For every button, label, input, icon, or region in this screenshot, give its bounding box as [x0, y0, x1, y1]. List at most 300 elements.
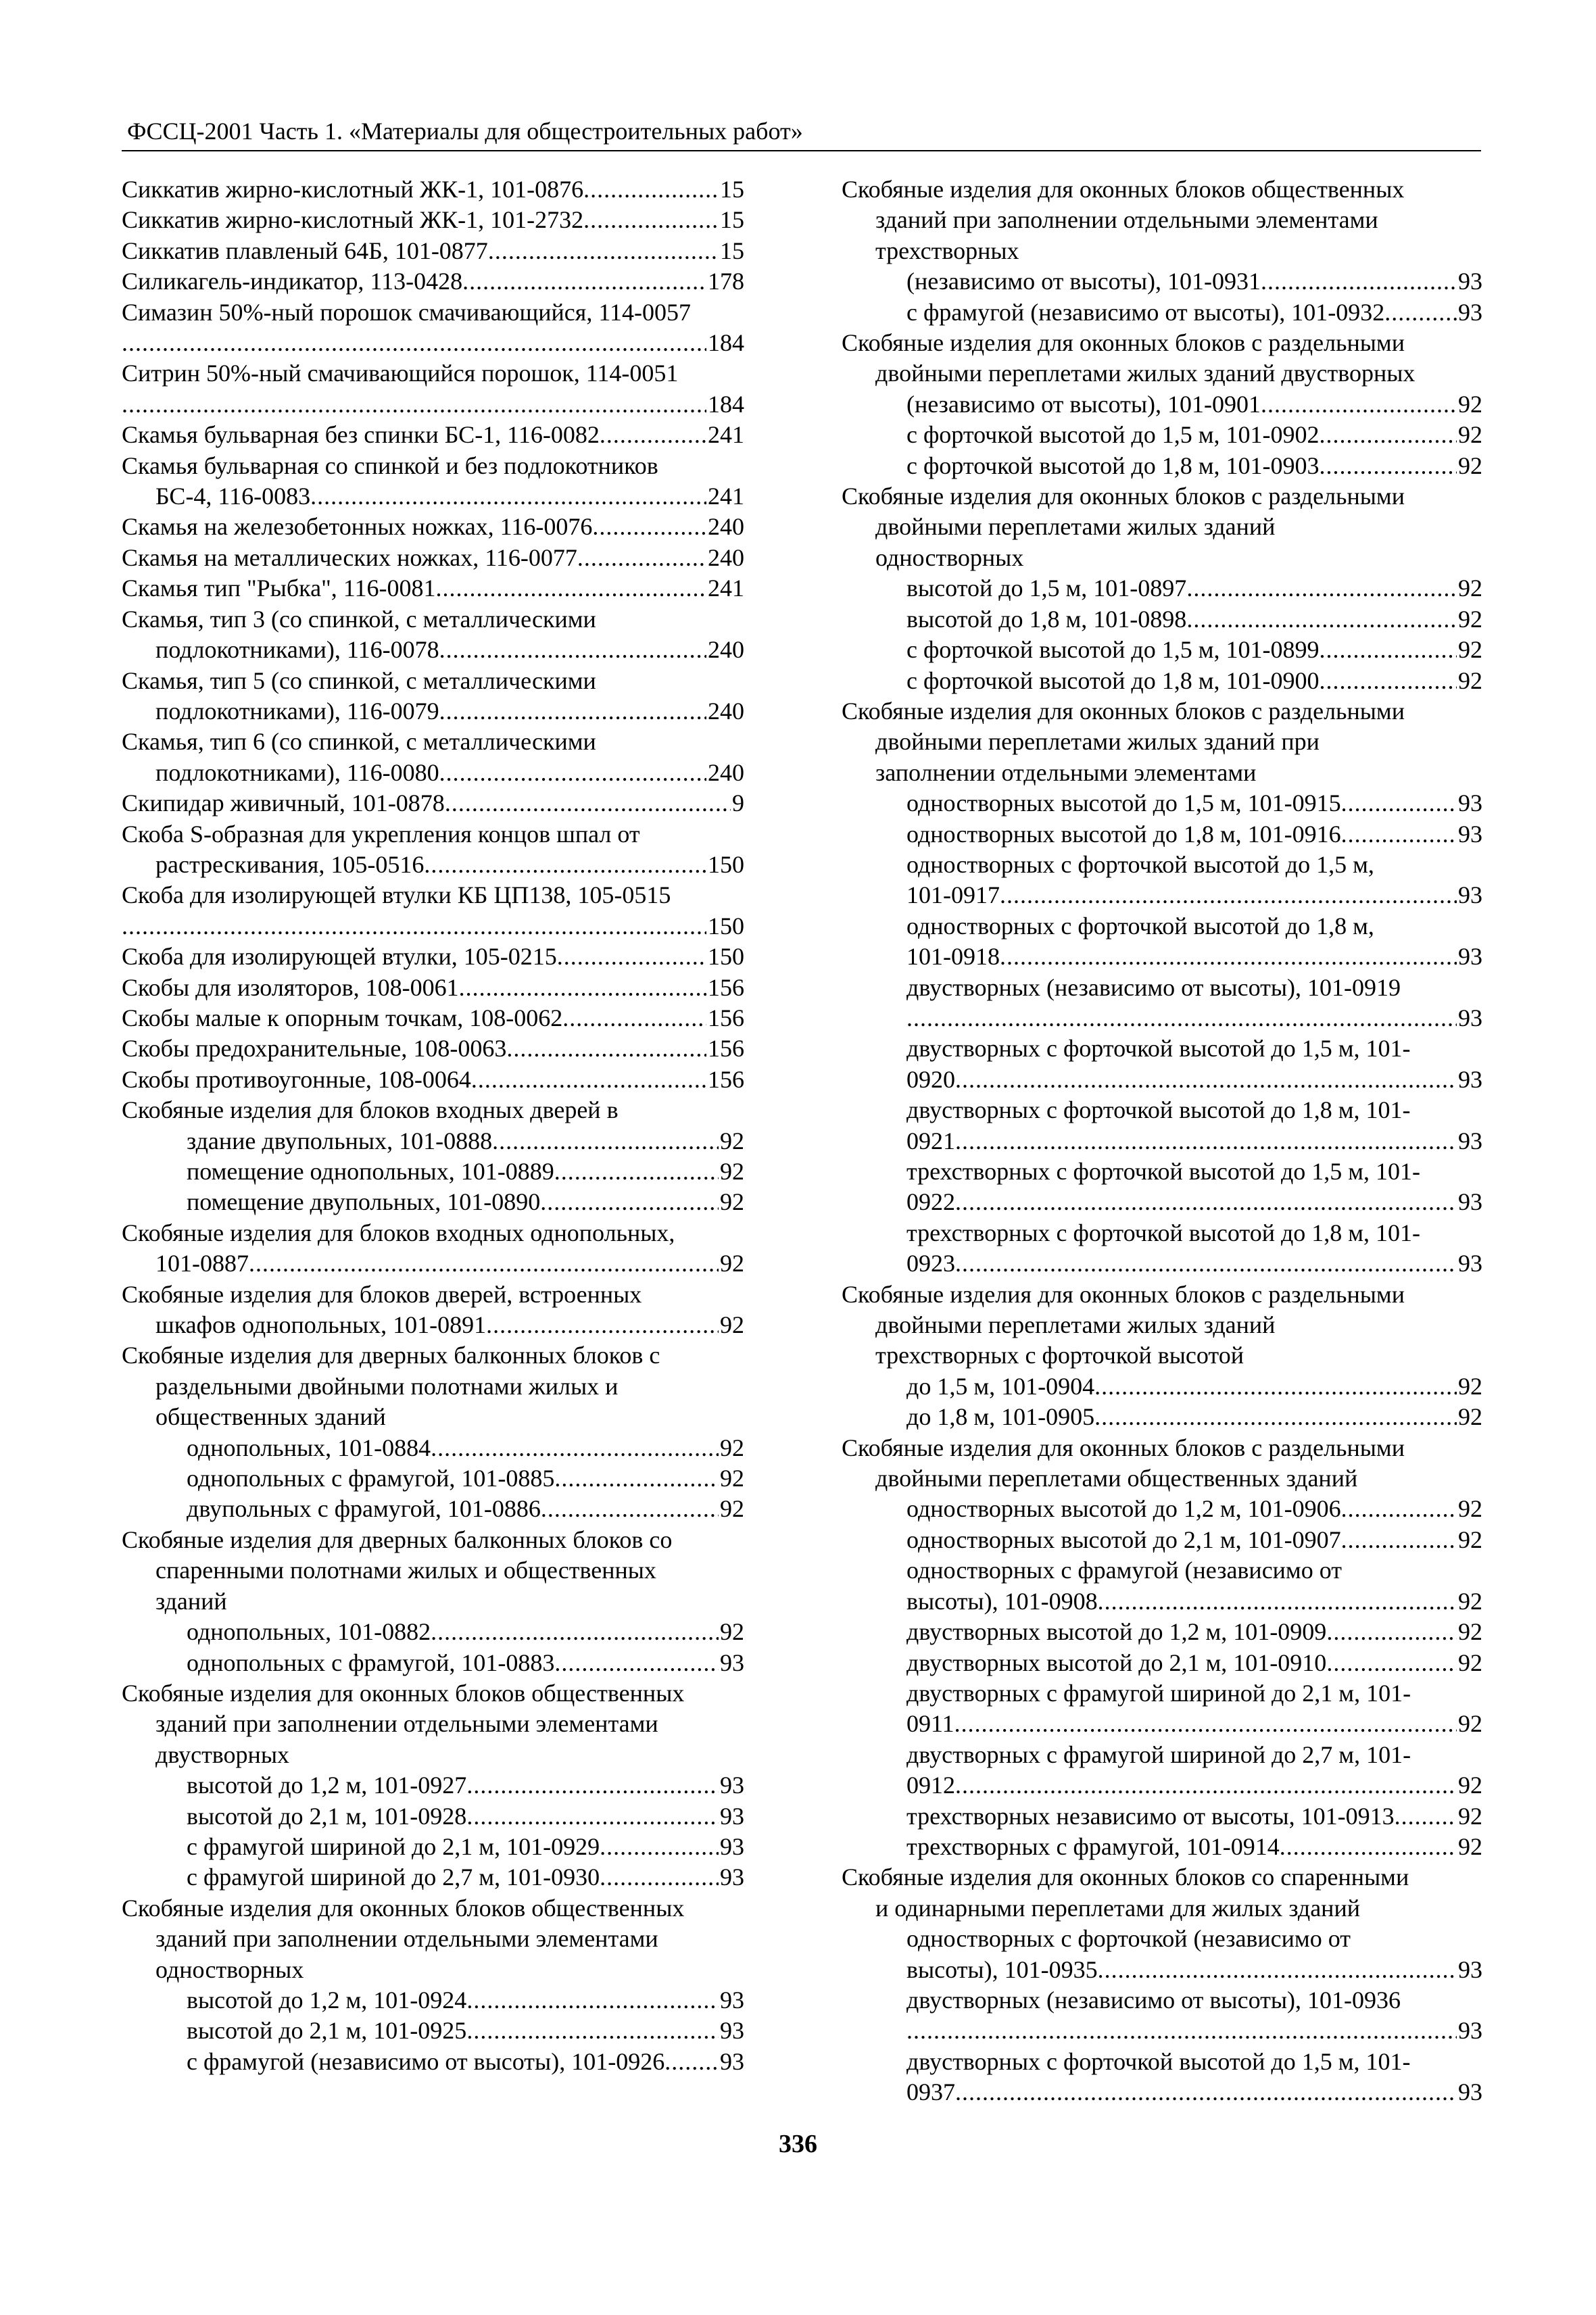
dot-leader — [471, 1065, 706, 1095]
index-entry — [122, 389, 744, 420]
page-ref: 93 — [1458, 1955, 1482, 1983]
page-ref: 92 — [720, 1127, 744, 1154]
index-entry — [122, 1310, 744, 1340]
dot-leader — [1186, 573, 1457, 604]
index-heading — [122, 1586, 744, 1617]
index-heading — [122, 358, 744, 389]
index-entry — [122, 2047, 744, 2077]
index-entry — [842, 2016, 1482, 2046]
index-entry — [842, 1003, 1482, 1033]
index-entry — [122, 236, 744, 266]
page-ref: 92 — [720, 1465, 744, 1492]
page-ref: 178 — [708, 268, 744, 295]
dot-leader — [488, 236, 719, 266]
index-heading — [842, 696, 1482, 727]
entry-text: Скоба для изолирующей втулки КБ ЦП138, 105-0515 — [122, 881, 671, 909]
entry-text: Сиккатив плавленый 64Б, 101-0877 — [122, 237, 488, 264]
page-ref: 92 — [720, 1311, 744, 1339]
index-heading — [842, 1433, 1482, 1463]
index-heading — [842, 1310, 1482, 1340]
dot-leader — [955, 1770, 1457, 1801]
page-ref: 92 — [720, 1250, 744, 1277]
index-entry — [842, 1617, 1482, 1647]
entry-text: Скоба для изолирующей втулки, 105-0215 — [122, 943, 557, 971]
index-entry — [842, 788, 1482, 819]
index-entry — [122, 328, 744, 358]
index-heading — [122, 297, 744, 328]
entry-text: высотой до 1,2 м, 101-0927 — [187, 1772, 467, 1799]
dot-leader — [954, 1709, 1457, 1739]
entry-text: 0923 — [906, 1250, 955, 1277]
dot-leader — [1094, 1402, 1457, 1432]
index-entry — [842, 1494, 1482, 1524]
index-entry — [842, 635, 1482, 665]
entry-text: раздельными двойными полотнами жилых и — [155, 1372, 619, 1400]
entry-text: Скоба S-образная для укрепления концов шпал от — [122, 820, 640, 848]
index-heading — [842, 1156, 1482, 1187]
index-entry — [122, 850, 744, 880]
page-ref: 15 — [720, 176, 744, 203]
dot-leader — [554, 1648, 719, 1678]
index-entry — [122, 696, 744, 727]
entry-text: Скамья на железобетонных ножках, 116-0076 — [122, 513, 593, 541]
index-entry — [122, 512, 744, 542]
header-rule — [122, 150, 1481, 151]
index-entry — [122, 573, 744, 604]
index-heading — [122, 1555, 744, 1586]
dot-leader — [1395, 1801, 1457, 1832]
index-entry — [122, 174, 744, 205]
page-ref: 93 — [1458, 1250, 1482, 1277]
index-entry — [842, 573, 1482, 604]
page-ref: 93 — [720, 1649, 744, 1676]
index-entry — [122, 205, 744, 235]
entry-text: высотой до 2,1 м, 101-0928 — [187, 1802, 467, 1830]
dot-leader — [1000, 942, 1457, 972]
dot-leader — [439, 635, 706, 665]
index-heading — [122, 1095, 744, 1125]
page-ref: 240 — [708, 697, 744, 725]
index-heading — [842, 850, 1482, 880]
page-ref: 93 — [1458, 943, 1482, 971]
entry-text: здание двупольных, 101-0888 — [187, 1127, 493, 1154]
page-ref: 92 — [1458, 1832, 1482, 1860]
page-ref: 184 — [708, 329, 744, 357]
page-ref: 240 — [708, 758, 744, 786]
entry-text: 101-0918 — [906, 943, 1000, 971]
page-ref: 93 — [720, 1832, 744, 1860]
index-entry — [842, 880, 1482, 910]
page-ref: 156 — [708, 1035, 744, 1063]
entry-text: высотой до 2,1 м, 101-0925 — [187, 2017, 467, 2045]
entry-text: двойными переплетами жилых зданий — [875, 1311, 1276, 1339]
entry-text: до 1,5 м, 101-0904 — [906, 1372, 1095, 1400]
entry-text: Сиккатив жирно-кислотный ЖК-1, 101-2732 — [122, 206, 584, 234]
dot-leader — [557, 942, 706, 972]
entry-text: с форточкой высотой до 1,8 м, 101-0903 — [906, 452, 1320, 479]
entry-text: трехстворных — [875, 237, 1019, 264]
index-entry — [842, 1955, 1482, 1985]
page-ref: 92 — [720, 1188, 744, 1216]
entry-text: с фрамугой (независимо от высоты), 101-0926 — [187, 2047, 665, 2075]
entry-text: Силикагель-индикатор, 113-0428 — [122, 268, 463, 295]
entry-text: Скобяные изделия для оконных блоков общественных — [122, 1679, 685, 1707]
index-entry — [842, 1709, 1482, 1739]
dot-leader — [1098, 1955, 1457, 1985]
page-ref: 92 — [1458, 390, 1482, 418]
dot-leader — [955, 1187, 1457, 1217]
entry-text: 0922 — [906, 1188, 955, 1216]
dot-leader — [122, 389, 706, 420]
entry-text: двойными переплетами жилых зданий — [875, 513, 1276, 541]
index-entry — [842, 942, 1482, 972]
page-ref: 92 — [720, 1495, 744, 1523]
page-ref: 92 — [720, 1434, 744, 1461]
dot-leader — [435, 573, 706, 604]
page-ref: 92 — [1458, 452, 1482, 479]
index-heading — [842, 358, 1482, 389]
index-entry — [122, 1494, 744, 1524]
page-ref: 93 — [1458, 820, 1482, 848]
index-heading — [842, 1463, 1482, 1494]
index-heading — [842, 727, 1482, 757]
entry-text: однопольных с фрамугой, 101-0883 — [187, 1649, 555, 1676]
page-ref: 156 — [708, 973, 744, 1001]
dot-leader — [459, 973, 706, 1003]
index-heading — [842, 1893, 1482, 1924]
index-heading — [842, 174, 1482, 205]
index-entry — [842, 1586, 1482, 1617]
entry-text: зданий при заполнении отдельными элементами — [155, 1925, 658, 1953]
entry-text: Скамья, тип 6 (со спинкой, с металлическими — [122, 728, 596, 756]
index-heading — [122, 1280, 744, 1310]
entry-text: 0921 — [906, 1127, 955, 1154]
entry-text: двустворных с фрамугой шириной до 2,1 м, 101- — [906, 1679, 1411, 1707]
entry-text: Скобяные изделия для блоков входных однопольных, — [122, 1219, 675, 1246]
index-entry — [122, 1862, 744, 1893]
index-entry — [122, 1033, 744, 1064]
index-entry — [122, 1617, 744, 1647]
page-ref: 184 — [708, 390, 744, 418]
entry-text: спаренными полотнами жилых и общественных — [155, 1557, 656, 1584]
page-ref: 15 — [720, 206, 744, 234]
dot-leader — [1320, 635, 1457, 665]
page-ref: 93 — [1458, 1004, 1482, 1031]
entry-text: трехстворных с форточкой высотой — [875, 1342, 1244, 1369]
page-ref: 156 — [708, 1065, 744, 1093]
page-ref: 150 — [708, 943, 744, 971]
page-ref: 93 — [720, 1772, 744, 1799]
index-heading — [122, 1955, 744, 1985]
dot-leader — [506, 1033, 706, 1064]
index-entry — [842, 1187, 1482, 1217]
entry-text: Сиккатив жирно-кислотный ЖК-1, 101-0876 — [122, 176, 584, 203]
index-heading — [122, 1340, 744, 1371]
index-heading — [122, 1525, 744, 1555]
entry-text: высотой до 1,8 м, 101-0898 — [906, 605, 1187, 633]
entry-text: высотой до 1,5 м, 101-0897 — [906, 575, 1187, 602]
entry-text: одностворных высотой до 2,1 м, 101-0907 — [906, 1526, 1341, 1553]
index-entry — [842, 1648, 1482, 1678]
index-entry — [842, 666, 1482, 696]
entry-text: Скипидар живичный, 101-0878 — [122, 789, 445, 817]
page-ref: 93 — [1458, 1188, 1482, 1216]
entry-text: зданий — [155, 1587, 227, 1615]
entry-text: двустворных высотой до 1,2 м, 101-0909 — [906, 1618, 1327, 1646]
index-heading — [842, 1218, 1482, 1248]
index-heading — [122, 604, 744, 635]
entry-text: одностворных с форточкой (независимо от — [906, 1925, 1351, 1953]
index-entry — [122, 911, 744, 942]
entry-text: одностворных с форточкой высотой до 1,8 м, — [906, 912, 1374, 940]
index-entry — [122, 1156, 744, 1187]
entry-text: двустворных с форточкой высотой до 1,8 м, 101- — [906, 1096, 1411, 1124]
dot-leader — [439, 696, 706, 727]
dot-leader — [592, 512, 706, 542]
entry-text: (независимо от высоты), 101-0931 — [906, 268, 1261, 295]
entry-text: одностворных — [875, 543, 1024, 571]
index-entry — [842, 1248, 1482, 1279]
dot-leader — [906, 1003, 1457, 1033]
entry-text: Симазин 50%-ный порошок смачивающийся, 114-0057 — [122, 298, 691, 326]
index-entry — [122, 1463, 744, 1494]
index-entry — [122, 481, 744, 512]
dot-leader — [424, 850, 706, 880]
page-ref: 150 — [708, 912, 744, 940]
dot-leader — [554, 1463, 719, 1494]
entry-text: одностворных — [155, 1955, 304, 1983]
entry-text: 0911 — [906, 1710, 954, 1738]
entry-text: с форточкой высотой до 1,8 м, 101-0900 — [906, 666, 1320, 694]
index-entry — [122, 1832, 744, 1862]
entry-text: Скобяные изделия для оконных блоков со спаренными — [842, 1863, 1409, 1891]
dot-leader — [466, 1770, 719, 1801]
entry-text: однопольных, 101-0884 — [187, 1434, 431, 1461]
index-entry — [842, 604, 1482, 635]
page-ref: 241 — [708, 483, 744, 510]
entry-text: двупольных с фрамугой, 101-0886 — [187, 1495, 541, 1523]
index-entry — [122, 635, 744, 665]
entry-text: Скобы для изоляторов, 108-0061 — [122, 973, 459, 1001]
dot-leader — [664, 2047, 719, 2077]
dot-leader — [554, 1156, 719, 1187]
index-heading — [842, 1862, 1482, 1893]
entry-text: Скобы противоугонные, 108-0064 — [122, 1065, 471, 1093]
dot-leader — [249, 1248, 719, 1279]
page-ref: 92 — [720, 1618, 744, 1646]
index-heading — [122, 880, 744, 910]
page-ref: 92 — [1458, 1403, 1482, 1431]
dot-leader — [1000, 880, 1457, 910]
dot-leader — [600, 1832, 719, 1862]
dot-leader — [562, 1003, 706, 1033]
index-entry — [122, 420, 744, 450]
page-ref: 92 — [1458, 636, 1482, 664]
entry-text: с форточкой высотой до 1,5 м, 101-0899 — [906, 636, 1320, 664]
dot-leader — [445, 788, 731, 819]
entry-text: однопольных, 101-0882 — [187, 1618, 431, 1646]
dot-leader — [122, 911, 706, 942]
index-heading — [842, 1555, 1482, 1586]
entry-text: Скобяные изделия для оконных блоков с раздельными — [842, 329, 1405, 357]
page-ref: 240 — [708, 543, 744, 571]
dot-leader — [1341, 1494, 1457, 1524]
page-ref: 156 — [708, 1004, 744, 1031]
index-heading — [842, 1340, 1482, 1371]
page-ref: 92 — [1458, 1526, 1482, 1553]
dot-leader — [1341, 1525, 1457, 1555]
index-entry — [842, 1402, 1482, 1432]
dot-leader — [1094, 1371, 1457, 1402]
index-entry — [122, 1433, 744, 1463]
index-heading — [122, 727, 744, 757]
entry-text: двойными переплетами жилых зданий при — [875, 728, 1320, 756]
index-entry — [122, 1770, 744, 1801]
entry-text: Скобяные изделия для оконных блоков общественных — [842, 176, 1405, 203]
index-entry — [842, 1371, 1482, 1402]
dot-leader — [1341, 819, 1457, 850]
page-ref: 92 — [1458, 1802, 1482, 1830]
page-ref: 92 — [1458, 1372, 1482, 1400]
page-ref: 92 — [1458, 421, 1482, 449]
dot-leader — [466, 2016, 719, 2046]
page-ref: 92 — [1458, 1495, 1482, 1523]
index-entry — [842, 1770, 1482, 1801]
entry-text: с фрамугой шириной до 2,1 м, 101-0929 — [187, 1832, 600, 1860]
dot-leader — [955, 1248, 1457, 1279]
entry-text: Скамья на металлических ножках, 116-0077 — [122, 543, 577, 571]
index-heading — [842, 1985, 1482, 2016]
index-entry — [122, 543, 744, 573]
entry-text: Скобяные изделия для оконных блоков с раздельными — [842, 1434, 1405, 1461]
entry-text: 101-0917 — [906, 881, 1000, 909]
index-column-left — [122, 174, 744, 2077]
entry-text: двойными переплетами жилых зданий двустворных — [875, 360, 1416, 387]
index-heading — [122, 1740, 744, 1770]
entry-text: Скобяные изделия для оконных блоков с раздельными — [842, 697, 1405, 725]
page-ref: 93 — [1458, 881, 1482, 909]
index-heading — [842, 1033, 1482, 1064]
index-heading — [122, 1218, 744, 1248]
dot-leader — [1186, 604, 1457, 635]
page-ref: 93 — [720, 1863, 744, 1891]
page-ref: 240 — [708, 513, 744, 541]
dot-leader — [486, 1310, 719, 1340]
index-column-right — [842, 174, 1482, 2108]
index-heading — [842, 2047, 1482, 2077]
entry-text: одностворных высотой до 1,2 м, 101-0906 — [906, 1495, 1341, 1523]
dot-leader — [122, 328, 706, 358]
index-heading — [842, 1280, 1482, 1310]
page-ref: 241 — [708, 421, 744, 449]
index-heading — [122, 1678, 744, 1709]
entry-text: трехстворных независимо от высоты, 101-0913 — [906, 1802, 1395, 1830]
dot-leader — [1320, 420, 1457, 450]
dot-leader — [1326, 1617, 1457, 1647]
index-entry — [842, 389, 1482, 420]
index-entry — [842, 1065, 1482, 1095]
page-ref: 15 — [720, 237, 744, 264]
entry-text: 0937 — [906, 2078, 955, 2106]
dot-leader — [1261, 389, 1457, 420]
index-entry — [122, 1126, 744, 1156]
index-entry — [842, 2077, 1482, 2107]
index-entry — [842, 1126, 1482, 1156]
entry-text: одностворных с форточкой высотой до 1,5 м, — [906, 850, 1374, 878]
dot-leader — [600, 420, 706, 450]
dot-leader — [1320, 666, 1457, 696]
page-ref: 93 — [720, 1986, 744, 2014]
page-ref: 93 — [1458, 2017, 1482, 2045]
index-heading — [842, 543, 1482, 573]
index-heading — [842, 1740, 1482, 1770]
entry-text: двустворных — [155, 1740, 289, 1768]
dot-leader — [906, 2016, 1457, 2046]
page-ref: 93 — [1458, 789, 1482, 817]
dot-leader — [466, 1801, 719, 1832]
entry-text: трехстворных с форточкой высотой до 1,8 м, 101- — [906, 1219, 1421, 1246]
page-ref: 93 — [720, 1802, 744, 1830]
page-ref: 93 — [720, 2017, 744, 2045]
entry-text: помещение двупольных, 101-0890 — [187, 1188, 541, 1216]
index-heading — [122, 1371, 744, 1402]
dot-leader — [577, 543, 706, 573]
index-heading — [842, 758, 1482, 788]
index-entry — [842, 297, 1482, 328]
index-heading — [122, 666, 744, 696]
dot-leader — [466, 1985, 719, 2016]
page-ref: 92 — [1458, 1618, 1482, 1646]
entry-text: зданий при заполнении отдельными элементами — [875, 206, 1378, 234]
entry-text: двустворных высотой до 2,1 м, 101-0910 — [906, 1649, 1327, 1676]
entry-text: Скамья, тип 5 (со спинкой, с металлическими — [122, 666, 596, 694]
entry-text: Скобы предохранительные, 108-0063 — [122, 1035, 507, 1063]
entry-text: 0920 — [906, 1065, 955, 1093]
entry-text: подлокотниками), 116-0079 — [155, 697, 439, 725]
dot-leader — [1341, 788, 1457, 819]
dot-leader — [955, 1065, 1457, 1095]
entry-text: трехстворных с фрамугой, 101-0914 — [906, 1832, 1280, 1860]
dot-leader — [1326, 1648, 1457, 1678]
index-heading — [842, 1924, 1482, 1954]
dot-leader — [541, 1494, 719, 1524]
index-entry — [842, 451, 1482, 481]
entry-text: Скобяные изделия для дверных балконных блоков со — [122, 1526, 673, 1553]
entry-text: Скобяные изделия для оконных блоков общественных — [122, 1894, 685, 1922]
entry-text: растрескивания, 105-0516 — [155, 850, 425, 878]
entry-text: зданий при заполнении отдельными элементами — [155, 1710, 658, 1738]
page-ref: 93 — [1458, 298, 1482, 326]
index-heading — [122, 1924, 744, 1954]
index-heading — [842, 911, 1482, 942]
index-heading — [842, 481, 1482, 512]
index-entry — [122, 2016, 744, 2046]
index-heading — [842, 512, 1482, 542]
dot-leader — [1280, 1832, 1457, 1862]
page-ref: 92 — [1458, 666, 1482, 694]
page-ref: 150 — [708, 850, 744, 878]
dot-leader — [600, 1862, 719, 1893]
entry-text: высотой до 1,2 м, 101-0924 — [187, 1986, 467, 2014]
entry-text: однопольных с фрамугой, 101-0885 — [187, 1465, 555, 1492]
entry-text: Скобы малые к опорным точкам, 108-0062 — [122, 1004, 563, 1031]
index-entry — [122, 788, 744, 819]
index-entry — [122, 758, 744, 788]
index-heading — [842, 973, 1482, 1003]
dot-leader — [955, 2077, 1457, 2107]
entry-text: одностворных высотой до 1,8 м, 101-0916 — [906, 820, 1341, 848]
entry-text: Скамья, тип 3 (со спинкой, с металлическими — [122, 605, 596, 633]
